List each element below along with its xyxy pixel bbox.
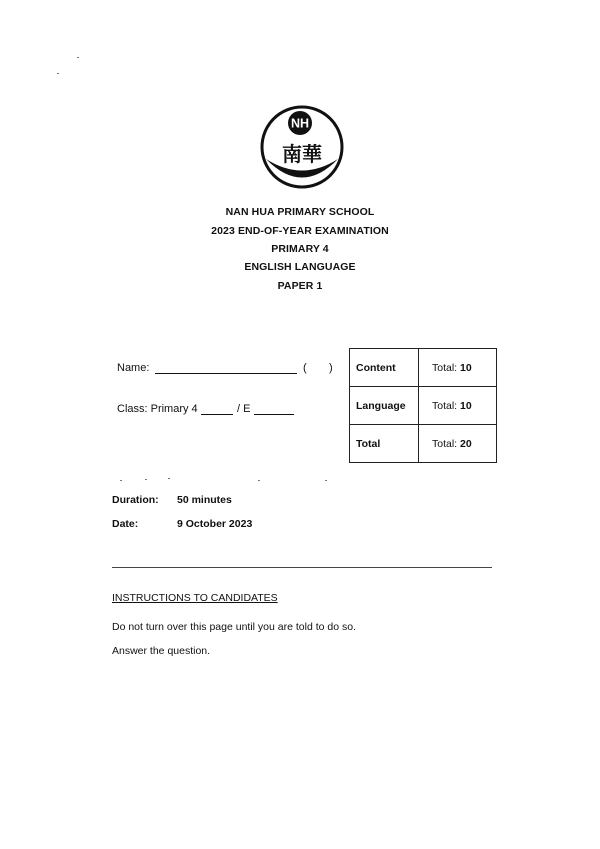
subject-title: ENGLISH LANGUAGE: [244, 261, 356, 273]
date-value: 9 October 2023: [177, 518, 253, 530]
index-open-paren: (: [303, 362, 307, 374]
scan-speck: [258, 480, 260, 481]
scan-speck: [77, 57, 79, 58]
class-level-field[interactable]: [201, 414, 233, 415]
marks-row-total: [419, 349, 497, 387]
class-label: Class: Primary 4: [117, 403, 198, 415]
class-number-field[interactable]: [254, 414, 294, 415]
index-close-paren: ): [329, 362, 333, 374]
total-value: 10: [460, 399, 472, 412]
instruction-line: Do not turn over this page until you are told to do so.: [112, 621, 356, 633]
scan-speck: [168, 478, 170, 479]
marks-row-label: Language: [350, 387, 419, 425]
exam-title: 2023 END-OF-YEAR EXAMINATION: [211, 225, 389, 237]
level-title: PRIMARY 4: [271, 243, 329, 255]
scan-speck: [325, 480, 327, 481]
marks-row-label: Content: [350, 349, 419, 387]
marks-row-label: Total: [350, 425, 419, 463]
instructions-title: INSTRUCTIONS TO CANDIDATES: [112, 592, 278, 604]
scan-speck: [145, 479, 147, 480]
duration-label: Duration:: [112, 494, 159, 506]
marks-row-total: [350, 425, 497, 463]
total-prefix: Total:: [432, 437, 458, 450]
class-separator: / E: [237, 403, 251, 415]
paper-title: PAPER 1: [277, 280, 323, 292]
total-prefix: Total:: [432, 361, 458, 374]
total-value: 20: [460, 437, 472, 450]
marks-table: [349, 348, 497, 463]
marks-row-total: [419, 425, 497, 463]
date-label: Date:: [112, 518, 139, 530]
marks-row-total: [419, 387, 497, 425]
scan-speck: [57, 73, 59, 74]
instruction-line: Answer the question.: [112, 645, 211, 657]
scan-speck: [120, 480, 122, 481]
logo-chinese-characters: 南華: [282, 142, 322, 166]
school-name: NAN HUA PRIMARY SCHOOL: [225, 206, 375, 218]
divider-line: [112, 567, 492, 568]
marks-row-content: [350, 349, 497, 387]
name-field[interactable]: [155, 373, 297, 374]
total-prefix: Total:: [432, 399, 458, 412]
school-crest-logo: [259, 104, 345, 190]
marks-row-language: [350, 387, 497, 425]
total-value: 10: [460, 361, 472, 374]
duration-value: 50 minutes: [177, 494, 232, 506]
name-label: Name:: [117, 362, 150, 374]
logo-letters: NH: [290, 116, 310, 131]
